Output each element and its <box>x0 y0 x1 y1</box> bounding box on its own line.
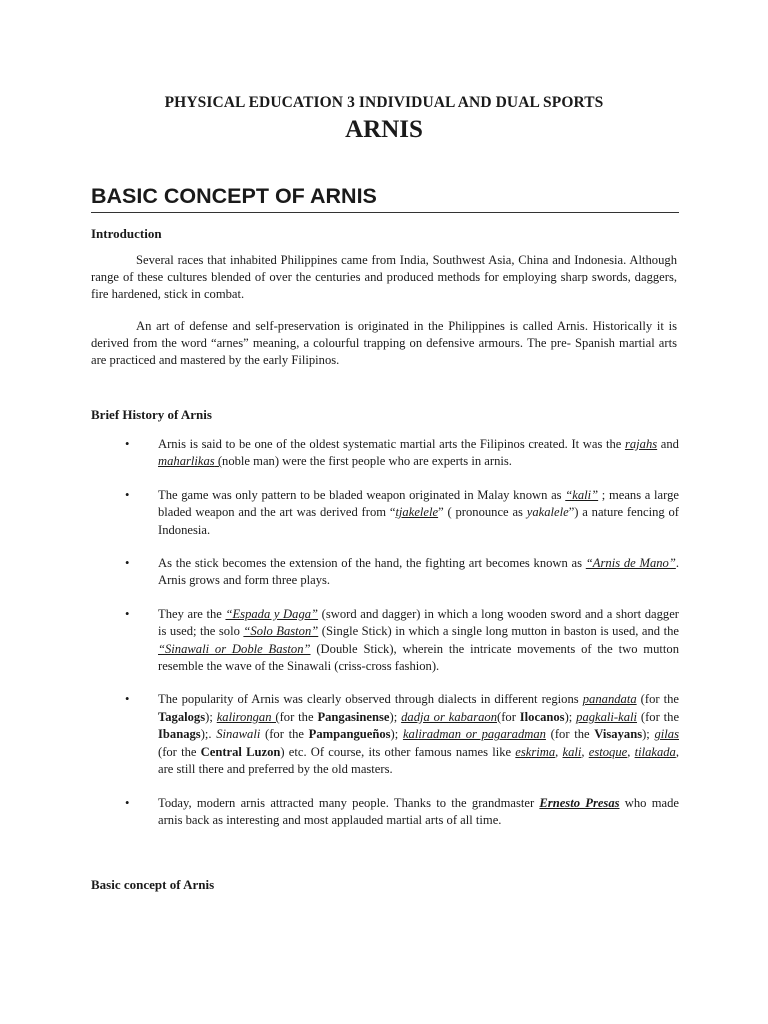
basic-concept-heading: Basic concept of Arnis <box>91 877 215 892</box>
term-link: panandata <box>582 692 637 707</box>
term-link: maharlikas <box>158 454 215 469</box>
bullet-icon: • <box>125 487 130 502</box>
term-link: “Sinawali or Doble Baston” <box>158 641 311 656</box>
term-link: kali <box>562 744 582 759</box>
list-item: • The popularity of Arnis was clearly observed through dialects in different regions panandata (for the Tagalogs); kalirongan (for the Pangasinense); dadja or kabaraon(for Ilocanos); pagkali-kali (for the Ibanags);. Sinawali (for the Pampangueños); kaliradman or pagaradman (for the Visayans); gilas (for the Central Luzon) etc. Of course, its other famous names like eskrima, kali, estoque, tilakada, are still there and preferred by the old masters. <box>125 692 680 777</box>
bullet-icon: • <box>125 606 130 621</box>
list-item: • As the stick becomes the extension of the hand, the fighting art becomes known as “Arnis de Mano”. Arnis grows and form three plays. <box>125 556 679 588</box>
term-link: tjakelele <box>395 505 439 520</box>
region-name: Ilocanos <box>519 709 565 724</box>
term-link: rajahs <box>624 437 658 451</box>
bullet-icon: • <box>125 556 130 571</box>
region-name: Pangasinense <box>317 709 390 724</box>
term-link: pagkali-kali <box>576 709 638 724</box>
term-link: tilakada <box>634 744 676 759</box>
introduction-heading: Introduction <box>91 226 162 241</box>
term-link: “kali” <box>565 487 599 502</box>
term-link: “Solo Baston” <box>243 624 319 639</box>
list-item: • Arnis is said to be one of the oldest systematic martial arts the Filipinos created. It was the rajahs and maharlikas (noble man) were the first people who are experts in arnis. <box>125 437 679 469</box>
section-title: BASIC CONCEPT OF ARNIS <box>91 184 679 213</box>
term-italic: yakalele <box>526 505 569 520</box>
list-item: • Today, modern arnis attracted many people. Thanks to the grandmaster Ernesto Presas who made arnis back as interesting and most applauded martial arts of all time. <box>125 795 679 827</box>
term-italic: Sinawali <box>216 727 261 742</box>
intro-paragraph-2: An art of defense and self-preservation is originated in the Philippines is called Arnis. Historically it is derived from the word “arnes” meaning, a colourful trapping on defensive armours. The pre- Spanish martial arts are practiced and mastered by the early Filipinos. <box>91 319 677 367</box>
term-link: “Arnis de Mano” <box>585 556 676 571</box>
term-link: estoque <box>588 744 628 759</box>
region-name: Central Luzon <box>200 744 281 759</box>
term-link: kaliradman or pagaradman <box>402 727 546 742</box>
term-link: dadja or kabaraon <box>401 709 498 724</box>
region-name: Tagalogs <box>158 709 206 724</box>
bullet-icon: • <box>125 692 130 707</box>
grandmaster-name: Ernesto Presas <box>539 795 620 810</box>
term-link: “Espada y Daga” <box>225 606 319 621</box>
history-heading: Brief History of Arnis <box>91 407 212 422</box>
term-link: kalirongan <box>216 709 272 724</box>
region-name: Ibanags <box>158 727 201 742</box>
intro-paragraph-1: Several races that inhabited Philippines came from India, Southwest Asia, China and Indonesia. Although range of these cultures blended of over the centuries and produced methods for employing sharp swords, daggers, fire hardened, stick in combat. <box>91 253 677 301</box>
course-heading: PHYSICAL EDUCATION 3 INDIVIDUAL AND DUAL SPORTS <box>164 94 604 111</box>
list-item: • The game was only pattern to be bladed weapon originated in Malay known as “kali” ; means a large bladed weapon and the art was derived from “tjakelele” ( pronounce as yakalele”) a nature fencing of Indonesia. <box>125 487 679 537</box>
list-item: • They are the “Espada y Daga” (sword and dagger) in which a long wooden sword and a short dagger is used; the solo “Solo Baston” (Single Stick) in which a single long mutton in baston is used, and the “Sinawali or Doble Baston” (Double Stick), wherein the intricate movements of the two mutton resemble the wave of the Sinawali (criss-cross fashion). <box>125 606 679 674</box>
region-name: Visayans <box>594 727 643 742</box>
term-link: eskrima <box>515 744 556 759</box>
document-title: ARNIS <box>345 116 423 143</box>
bullet-icon: • <box>125 437 130 451</box>
term-link: gilas <box>654 727 679 742</box>
bullet-icon: • <box>125 795 130 810</box>
history-bullet-list <box>91 436 679 845</box>
region-name: Pampangueños <box>308 727 391 742</box>
